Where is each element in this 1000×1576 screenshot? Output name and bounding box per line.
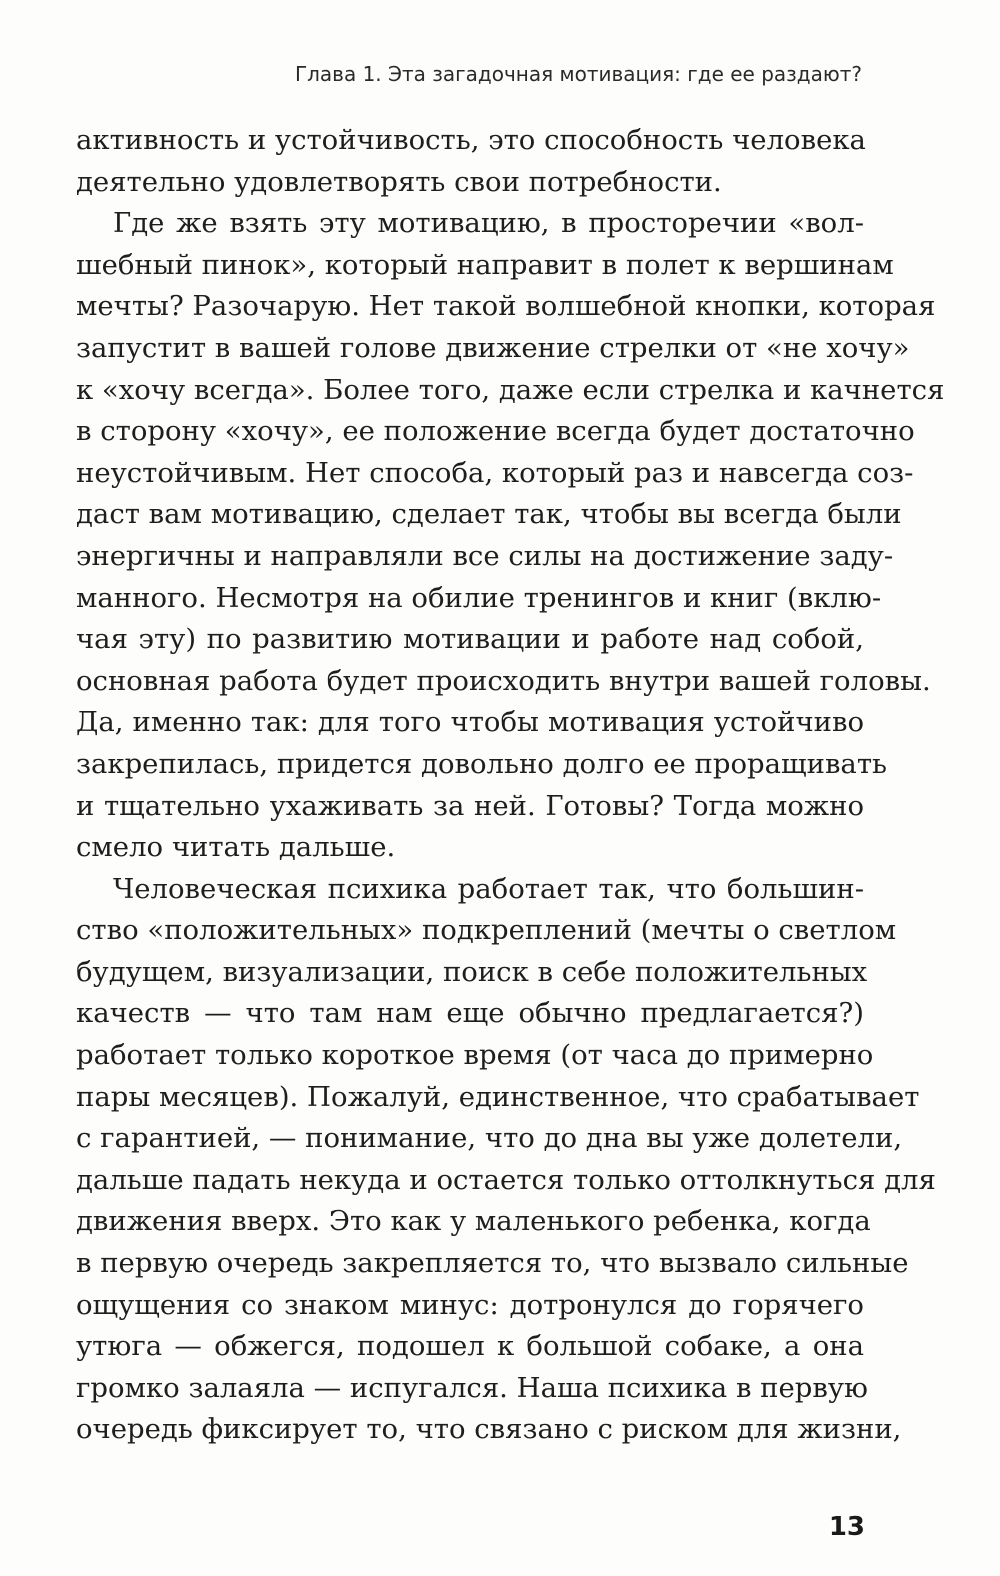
text-line: будущем, визуализации, поиск в себе положительных	[76, 955, 868, 988]
text-line: громко залаяла — испугался. Наша психика в первую	[76, 1371, 868, 1404]
text-line: неустойчивым. Нет способа, который раз и навсегда соз-	[76, 456, 914, 489]
text-line: Человеческая психика работает так, что большин-	[113, 872, 864, 905]
text-line: запустит в вашей голове движение стрелки от «не хочу»	[76, 331, 910, 364]
body-text	[76, 120, 945, 1451]
text-line: энергичны и направляли все силы на достижение заду-	[76, 539, 894, 572]
text-line: в первую очередь закрепляется то, что вызвало сильные	[76, 1247, 909, 1280]
text-line: мечты? Разочарую. Нет такой волшебной кнопки, которая	[76, 290, 936, 323]
text-line: даст вам мотивацию, сделает так, чтобы вы всегда были	[76, 498, 902, 531]
text-line: и тщательно ухаживать за ней. Готовы? Тогда можно	[76, 789, 864, 822]
text-line: чая эту) по развитию мотивации и работе над собой,	[76, 623, 864, 656]
text-line: утюга — обжегся, подошел к большой собаке, а она	[76, 1330, 864, 1363]
text-line: работает только короткое время (от часа до примерно	[76, 1039, 874, 1072]
text-line: качеств — что там нам еще обычно предлагается?)	[76, 997, 864, 1030]
text-line: дальше падать некуда и остается только оттолкнуться для	[76, 1163, 936, 1196]
text-line: активность и устойчивость, это способность человека	[76, 124, 866, 156]
text-line: очередь фиксирует то, что связано с риском для жизни,	[76, 1413, 902, 1446]
text-line: ощущения со знаком минус: дотронулся до горячего	[76, 1288, 864, 1321]
text-line: Где же взять эту мотивацию, в просторечии «вол-	[113, 207, 864, 240]
text-line: смело читать дальше.	[76, 831, 396, 864]
text-line: ство «положительных» подкреплений (мечты о светлом	[76, 914, 897, 947]
text-line: деятельно удовлетворять свои потребности.	[76, 165, 722, 198]
text-line: движения вверх. Это как у маленького ребенка, когда	[76, 1205, 871, 1238]
text-line: манного. Несмотря на обилие тренингов и книг (вклю-	[76, 581, 882, 614]
text-line: шебный пинок», который направит в полет к вершинам	[76, 248, 894, 281]
running-head: Глава 1. Эта загадочная мотивация: где ее раздают?	[294, 62, 862, 86]
text-line: к «хочу всегда». Более того, даже если стрелка и качнется	[76, 373, 945, 406]
text-line: основная работа будет происходить внутри вашей головы.	[76, 664, 931, 697]
text-line: закрепилась, придется довольно долго ее проращивать	[76, 747, 888, 780]
text-line: в сторону «хочу», ее положение всегда будет достаточно	[76, 415, 915, 448]
text-line: Да, именно так: для того чтобы мотивация устойчиво	[76, 706, 864, 739]
text-line: с гарантией, — понимание, что до дна вы уже долетели,	[76, 1122, 903, 1155]
text-line: пары месяцев). Пожалуй, единственное, что срабатывает	[76, 1080, 920, 1113]
page-number: 13	[828, 1512, 865, 1542]
